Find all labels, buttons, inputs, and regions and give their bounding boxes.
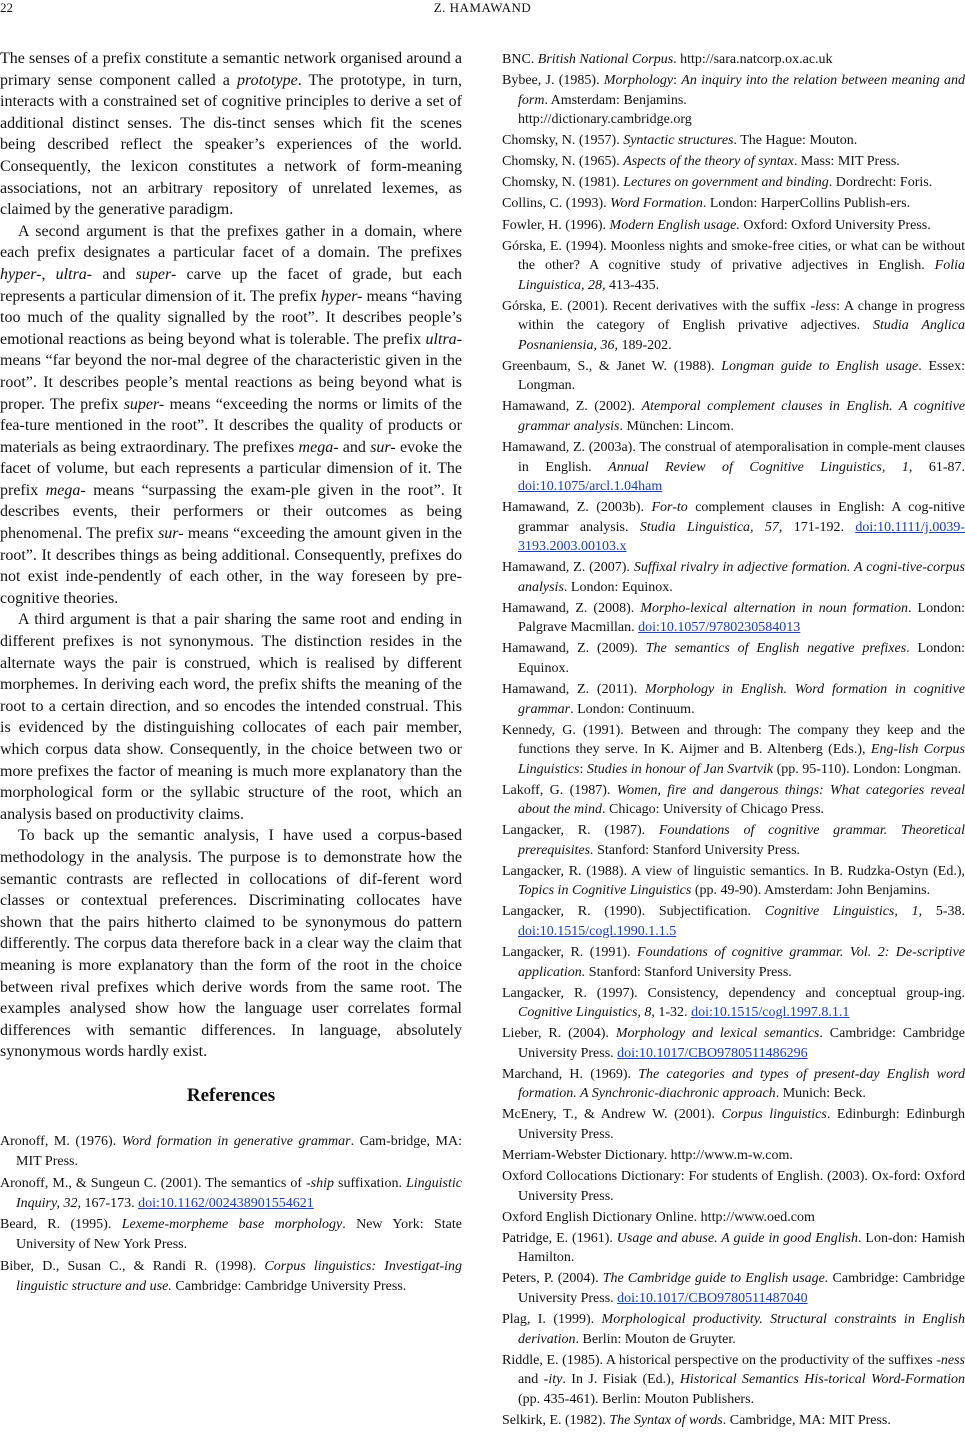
body-paragraph: To back up the semantic analysis, I have used a corpus-based methodology in the analysis. The purpose is to demonstrate how the semantic contrasts are reflected in collocations of dif-ferent word classes or contextual preferences. Discriminating collocates have shown that the pairs hitherto claimed to be synonymous do pattern differently. The corpus data therefore back in a clear way the claim that meaning is more explanatory than the form of the root in the choice between rival prefixes which derive words from the same root. The examples analysed show how the language user correlates formal differences with semantic differences. In language, absolutely synonymous words hardly exist.: [0, 827, 462, 1061]
reference-entry: Aronoff, M. (1976). Word formation in generative grammar. Cam-bridge, MA: MIT Press.: [0, 1133, 462, 1169]
reference-entry: Lieber, R. (2004). Morphology and lexical semantics. Cambridge: Cambridge University Press. doi:10.1017/CBO9780511486296: [502, 1026, 965, 1061]
page-number: 22: [0, 0, 13, 15]
body-paragraph: A third argument is that a pair sharing the same root and ending in different prefixes is not synonymous. The distinction resides in the alternate ways the pair is construed, which is realised by different morphemes. In deriving each word, the prefix shifts the meaning of the root to a certain direction, and so encodes the intended construal. This is evidenced by the distinguishing collocates of each pair member, which corpus data show. Consequently, in the choice between two or more prefixes the factor of meaning is much more explanatory than the morphological form or the syllabic structure of the root, which an analysis based on productivity claims.: [0, 611, 462, 823]
running-title: Z. HAMAWAND: [433, 0, 532, 15]
reference-entry: Górska, E. (1994). Moonless nights and smoke-free cities, or what can be without the other? A cognitive study of privative adjectives in English. Folia Linguistica, 28, 413-435.: [502, 238, 965, 293]
doi-link[interactable]: doi:10.1057/9780230584013: [638, 620, 801, 636]
reference-entry: Riddle, E. (1985). A historical perspective on the productivity of the suffixes -ness and -ity. In J. Fisiak (Ed.), Historical Semantics His-torical Word-Formation (pp. 435-461). Berlin: Mouton Publishers.: [502, 1352, 965, 1407]
reference-entry: Oxford Collocations Dictionary: For students of English. (2003). Ox-ford: Oxford University Press.: [502, 1169, 965, 1204]
reference-entry: Beard, R. (1995). Lexeme-morpheme base morphology. New York: State University of New York Press.: [0, 1217, 463, 1253]
reference-entry: Hamawand, Z. (2011). Morphology in English. Word formation in cognitive grammar. London: Continuum.: [502, 682, 965, 717]
reference-entry: Greenbaum, S., & Janet W. (1988). Longman guide to English usage. Essex: Longman.: [502, 358, 965, 394]
reference-entry: Chomsky, N. (1981). Lectures on government and binding. Dordrecht: Foris.: [502, 175, 933, 191]
reference-entry: Hamawand, Z. (2008). Morpho-lexical alternation in noun formation. London: Palgrave Macmillan. doi:10.1057/9780230584013: [502, 600, 965, 636]
doi-link[interactable]: doi:10.1075/arcl.1.04ham: [518, 479, 663, 495]
right-column: [502, 50, 965, 1432]
reference-entry: Hamawand, Z. (2003a). The construal of atemporalisation in comple-ment clauses in English. Annual Review of Cognitive Linguistics, 1, 61-87. doi:10.1075/arcl.1.04ham: [502, 440, 965, 495]
reference-entry: Biber, D., Susan C., & Randi R. (1998). Corpus linguistics: Investigat-ing linguistic structure and use. Cambridge: Cambridge University Press.: [0, 1258, 463, 1294]
reference-entry: BNC. British National Corpus. http://sara.natcorp.ox.ac.uk: [502, 52, 833, 67]
reference-entry: Plag, I. (1999). Morphological productivity. Structural constraints in English derivation. Berlin: Mouton de Gruyter.: [502, 1312, 965, 1347]
reference-entry: Chomsky, N. (1965). Aspects of the theory of syntax. Mass: MIT Press.: [502, 154, 900, 170]
body-text: [0, 48, 462, 1063]
reference-entry: Langacker, R. (1997). Consistency, dependency and conceptual group-ing. Cognitive Linguistics, 8, 1-32. doi:10.1515/cogl.1997.8.1.1: [502, 985, 965, 1021]
body-paragraph: A second argument is that the prefixes gather in a domain, where each prefix designates a particular facet of a domain. The prefixes hyper-, ultra- and super- carve up the facet of grade, but each represents a particular dimension of it. The prefix hyper- means “having too much of the quality signalled by the root”. It describes people’s emotional reactions as being beyond what is tolerable. The prefix ultra- means “far beyond the nor-mal degree of the characteristic given in the root”. It describes people’s mental reactions as being beyond what is proper. The prefix super- means “exceeding the norms or limits of the fea-ture mentioned in the root”. It describes the quality of products or materials as being extraordinary. The prefixes mega- and sur- evoke the facet of volume, but each represents a particular dimension of it. The prefix mega- means “surpassing the exam-ple given in the root”. It describes events, their performers or their outcomes as being phenomenal. The prefix sur- means “exceeding the amount given in the root”. It describes things as being additional. Consequently, prefixes do not exist inde-pendently of each other, in the way foreseen by pre-cognitive theories.: [0, 222, 463, 607]
reference-entry: Kennedy, G. (1991). Between and through: The company they keep and the functions they serve. In K. Aijmer and B. Altenberg (Eds.), Eng-lish Corpus Linguistics: Studies in honour of Jan Svartvik (pp. 95-110). London: Longman.: [502, 722, 965, 777]
reference-entry: Fowler, H. (1996). Modern English usage. Oxford: Oxford University Press.: [502, 217, 931, 233]
doi-link[interactable]: doi:10.1111/j.0039-3193.2003.00103.x: [518, 519, 965, 555]
reference-entry: Collins, C. (1993). Word Formation. London: HarperCollins Publish-ers.: [502, 196, 911, 212]
reference-entry: Selkirk, E. (1982). The Syntax of words. Cambridge, MA: MIT Press.: [502, 1412, 891, 1428]
reference-list-right: [502, 50, 965, 1430]
reference-entry: Hamawand, Z. (2009). The semantics of English negative prefixes. London: Equinox.: [502, 641, 965, 676]
body-paragraph: The senses of a prefix constitute a semantic network organised around a primary sense component called a prototype. The prototype, in turn, interacts with a constrained set of cognitive principles to derive a set of additional distinct senses. The dis-tinct senses which fit the scenes being described reflect the speaker’s experiences of the world. Consequently, the lexicon constitutes a network of form-meaning associations, not an arbitrary repository of unrelated lexemes, as claimed by the generative paradigm.: [0, 50, 463, 219]
doi-link[interactable]: doi:10.1515/cogl.1997.8.1.1: [691, 1005, 850, 1021]
doi-link[interactable]: doi:10.1162/002438901554621: [138, 1195, 314, 1211]
page-header: [0, 0, 965, 20]
reference-entry: McEnery, T., & Andrew W. (2001). Corpus linguistics. Edinburgh: Edinburgh University Press.: [502, 1107, 965, 1142]
reference-entry: Chomsky, N. (1957). Syntactic structures. The Hague: Mouton.: [502, 133, 858, 149]
doi-link[interactable]: doi:10.1515/cogl.1990.1.1.5: [518, 923, 677, 939]
doi-link[interactable]: doi:10.1017/CBO9780511486296: [617, 1045, 808, 1061]
doi-link[interactable]: doi:10.1017/CBO9780511487040: [617, 1290, 808, 1306]
reference-entry: Langacker, R. (1987). Foundations of cognitive grammar. Theoretical prerequisites. Stanford: Stanford University Press.: [502, 823, 965, 858]
reference-entry: Lakoff, G. (1987). Women, fire and dangerous things: What categories reveal about the mind. Chicago: University of Chicago Press.: [502, 782, 965, 818]
left-column: [0, 48, 462, 1298]
reference-entry: Merriam-Webster Dictionary. http://www.m-w.com.: [502, 1148, 793, 1164]
reference-entry: Marchand, H. (1969). The categories and types of present-day English word formation. A Synchronic-diachronic approach. Munich: Beck.: [502, 1066, 965, 1102]
reference-list-left: [0, 1132, 462, 1297]
reference-entry: Patridge, E. (1961). Usage and abuse. A guide in good English. Lon-don: Hamish Hamilton.: [502, 1230, 965, 1266]
reference-entry: Górska, E. (2001). Recent derivatives with the suffix -less: A change in progress within the category of English privative adjectives. Studia Anglica Posnaniensia, 36, 189-202.: [502, 298, 965, 353]
reference-entry: Bybee, J. (1985). Morphology: An inquiry into the relation between meaning and form. Amsterdam: Benjamins. http://dictionary.cambridge.org: [502, 73, 965, 128]
reference-entry: Langacker, R. (1990). Subjectification. Cognitive Linguistics, 1, 5-38. doi:10.1515/cogl.1990.1.1.5: [502, 904, 965, 939]
reference-entry: Oxford English Dictionary Online. http://www.oed.com: [502, 1209, 815, 1225]
reference-entry: Hamawand, Z. (2007). Suffixal rivalry in adjective formation. A cogni-tive-corpus analysis. London: Equinox.: [502, 560, 965, 595]
references-heading: References: [186, 1084, 276, 1106]
reference-entry: Hamawand, Z. (2002). Atemporal complement clauses in English. A cognitive grammar analysis. München: Lincom.: [502, 399, 965, 434]
reference-entry: Langacker, R. (1988). A view of linguistic semantics. In B. Rudzka-Ostyn (Ed.), Topics in Cognitive Linguistics (pp. 49-90). Amsterdam: John Benjamins.: [502, 863, 965, 899]
reference-entry: Hamawand, Z. (2003b). For-to complement clauses in English: A cog-nitive grammar analysis. Studia Linguistica, 57, 171-192. doi:10.1111/j.0039-3193.2003.00103.x: [502, 500, 965, 555]
reference-entry: Peters, P. (2004). The Cambridge guide to English usage. Cambridge: Cambridge University Press. doi:10.1017/CBO9780511487040: [502, 1271, 965, 1306]
reference-entry: Langacker, R. (1991). Foundations of cognitive grammar. Vol. 2: De-scriptive application. Stanford: Stanford University Press.: [502, 945, 965, 980]
reference-entry: Aronoff, M., & Sungeun C. (2001). The semantics of -ship suffixation. Linguistic Inquiry, 32, 167-173. doi:10.1162/002438901554621: [0, 1175, 462, 1211]
